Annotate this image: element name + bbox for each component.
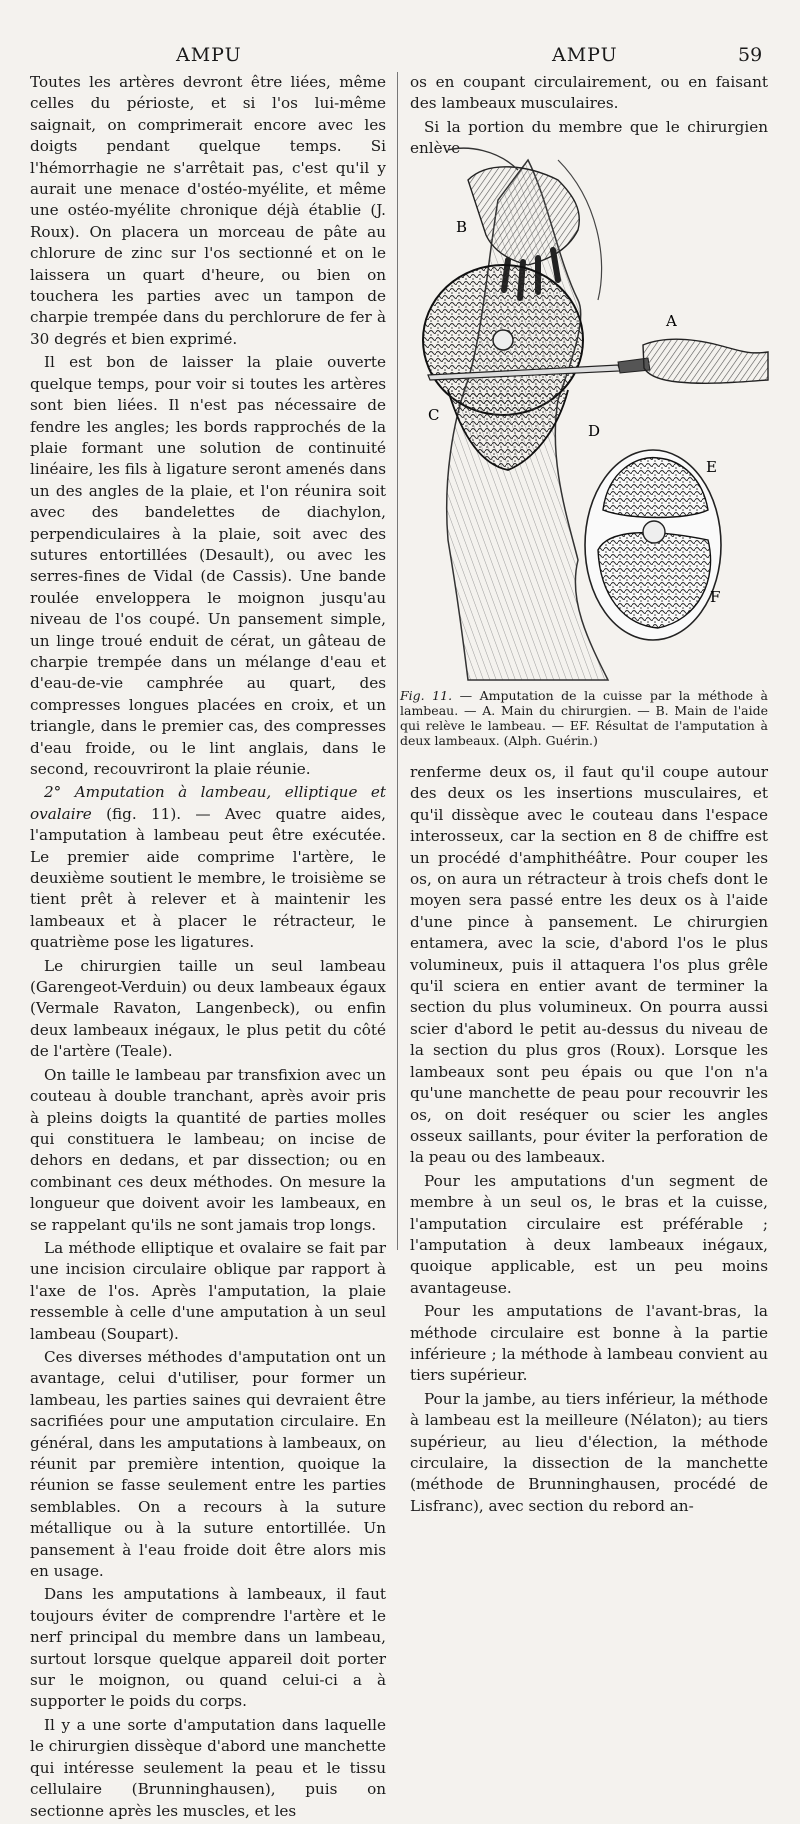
paragraph: On taille le lambeau par transfixion avec un couteau à double tranchant, après avoir pris à pleins doigts la quantité de parties molles qui constituera le lambeau; on incise de dehors en dedans, et par dissection; ou en combinant ces deux méthodes. On mesure la longueur que doivent avoir les lambeaux, en se rappelant qu'ils ne sont jamais trop longs. bbox=[30, 1065, 386, 1234]
paragraph: renferme deux os, il faut qu'il coupe autour des deux os les insertions musculaires, et qu'il dissèque avec le couteau dans l'espace interosseux, car la section en 8 de chiffre est un procédé d'amphithéâtre. Pour couper les os, on aura un rétracteur à trois chefs dont le moyen sera passé entre les deux os à l'aide d'une pince à pansement. Le chirurgien entamera, avec la scie, d'abord l'os le plus volumineux, puis il attaquera l'os plus grêle qu'il sciera en entier avant de terminer la section du plus volumineux. On pourra aussi scier d'abord le petit au-dessus du niveau de la section du plus gros (Roux). Lorsque les lambeaux sont peu épais ou que l'on n'a qu'une manchette de peau pour recouvrir les os, on doit reséquer ou scier les angles osseux saillants, pour éviter la perforation de la peau ou des lambeaux. bbox=[410, 763, 768, 1167]
paragraph: Toutes les artères devront être liées, même celles du périoste, et si l'os lui-même saignait, on comprimerait encore avec les doigts pendant quelque temps. Si l'hémorrhagie ne s'arrêtait pas, c'est qu'il y aurait une menace d'ostéo-myélite, et même une ostéo-myélite chronique déjà établie (J. Roux). On placera un morceau de pâte au chlorure de zinc sur l'os sectionné et on le laissera un quart d'heure, ou bien on touchera les parties avec un tampon de charpie trempée dans du perchlorure de fer à 30 degrés et bien exprimé. bbox=[30, 73, 386, 348]
figure-caption bbox=[400, 688, 768, 748]
paragraph: Ces diverses méthodes d'amputation ont un avantage, celui d'utiliser, pour former un lambeau, les parties saines qui devraient être sacrifiées pour une amputation circulaire. En général, dans les amputations à lambeaux, on réunit par première intention, quoique la réunion se fasse seulement entre les parties semblables. On a recours à la suture métallique ou à la suture entortillée. Un pansement à l'eau froide doit être alors mis en usage. bbox=[30, 1347, 386, 1581]
section-text: — Avec quatre aides, l'amputation à lambeau peut être exécutée. Le premier aide comprime l'artère, le deuxième soutient le membre, le troisième se tient prêt à relever et à maintenir les lambeaux et à placer le rétracteur, le quatrième pose les ligatures. bbox=[30, 804, 387, 952]
paragraph: Il y a une sorte d'amputation dans laquelle le chirurgien dissèque d'abord une manchette qui intéresse seulement la peau et le tissu cellulaire (Brunninghausen), puis on sectionne après les muscles, et les bbox=[30, 1715, 386, 1820]
caption-text: — Amputation de la cuisse par la méthode à lambeau. — A. Main du chirurgien. — B. Main de l'aide qui relève le lambeau. — EF. Résultat de l'amputation à deux lambeaux. (Alph. Guérin.) bbox=[400, 688, 769, 748]
right-column-bottom bbox=[410, 762, 768, 1519]
figure-reference: (fig. 11). bbox=[106, 804, 182, 823]
amputation-result bbox=[585, 450, 721, 640]
page-number: 59 bbox=[738, 44, 763, 66]
fig-letter-d: D bbox=[588, 422, 601, 440]
running-head-left: AMPU bbox=[176, 44, 242, 66]
paragraph: Le chirurgien taille un seul lambeau (Garengeot-Verduin) ou deux lambeaux égaux (Vermale Ravaton, Langenbeck), ou enfin deux lambeaux inégaux, le plus petit du côté de l'artère (Teale). bbox=[30, 956, 386, 1061]
paragraph: Pour la jambe, au tiers inférieur, la méthode à lambeau est la meilleure (Nélaton); au tiers supérieur, au lieu d'élection, la méthode circulaire, la dissection de la manchette (méthode de Brunninghausen, procédé de Lisfranc), avec section du rebord an- bbox=[410, 1389, 768, 1515]
fig-letter-e: E bbox=[706, 458, 717, 476]
amputation-engraving bbox=[408, 140, 770, 685]
fig-letter-a: A bbox=[666, 312, 677, 330]
section-heading: 2° Amputation à lambeau, elliptique et ovalaire bbox=[30, 783, 386, 823]
caption-label: Fig. 11. bbox=[400, 688, 453, 703]
paragraph: Il est bon de laisser la plaie ouverte quelque temps, pour voir si toutes les artères sont bien liées. Il n'est pas nécessaire de fendre les angles; les bords rapprochés de la plaie formant une solution de continuité linéaire, les fils à ligature seront amenés dans un des angles de la plaie, et l'on réunira soit avec des bandelettes de diachylon, perpendiculaires à la plaie, soit avec des sutures entortillées (Desault), ou avec les serres-fines de Vidal (de Cassis). Une bande roulée enveloppera le moignon jusqu'au niveau de l'os coupé. Un pansement simple, un linge troué enduit de cérat, un gâteau de charpie trempée dans un mélange d'eau et d'eau-de-vie camphrée au quart, des compresses longues placées en croix, et un triangle, dans le premier cas, des compresses d'eau froide, ou le lint anglais, dans le second, recouvriront la plaie réunie. bbox=[30, 353, 386, 778]
fig-letter-f: F bbox=[710, 588, 721, 606]
column-divider bbox=[397, 72, 398, 1250]
section-paragraph bbox=[30, 782, 386, 953]
paragraph: Pour les amputations d'un segment de membre à un seul os, le bras et la cuisse, l'amputation circulaire est préférable ; l'amputation à deux lambeaux inégaux, quoique applicable, est un peu moins avantageuse. bbox=[410, 1171, 768, 1297]
paragraph: Pour les amputations de l'avant-bras, la méthode circulaire est bonne à la partie inférieure ; la méthode à lambeau convient au tiers supérieur. bbox=[410, 1302, 768, 1385]
paragraph: La méthode elliptique et ovalaire se fait par une incision circulaire oblique par rapport à l'axe de l'os. Après l'amputation, la plaie ressemble à celle d'une amputation à un seul lambeau (Soupart). bbox=[30, 1238, 386, 1343]
fig-letter-c: C bbox=[428, 406, 440, 424]
paragraph: os en coupant circulairement, ou en faisant des lambeaux musculaires. bbox=[410, 73, 768, 113]
paragraph: Dans les amputations à lambeaux, il faut toujours éviter de comprendre l'artère et le nerf principal du membre dans un lambeau, surtout lorsque quelque appareil doit porter sur le moignon, ou quand celui-ci a à supporter le poids du corps. bbox=[30, 1585, 386, 1711]
fig-letter-b: B bbox=[456, 218, 468, 236]
running-head-right: AMPU bbox=[552, 44, 618, 66]
paragraph: Si la portion du membre que le chirurgien enlève bbox=[410, 117, 768, 158]
left-column bbox=[30, 72, 386, 1824]
